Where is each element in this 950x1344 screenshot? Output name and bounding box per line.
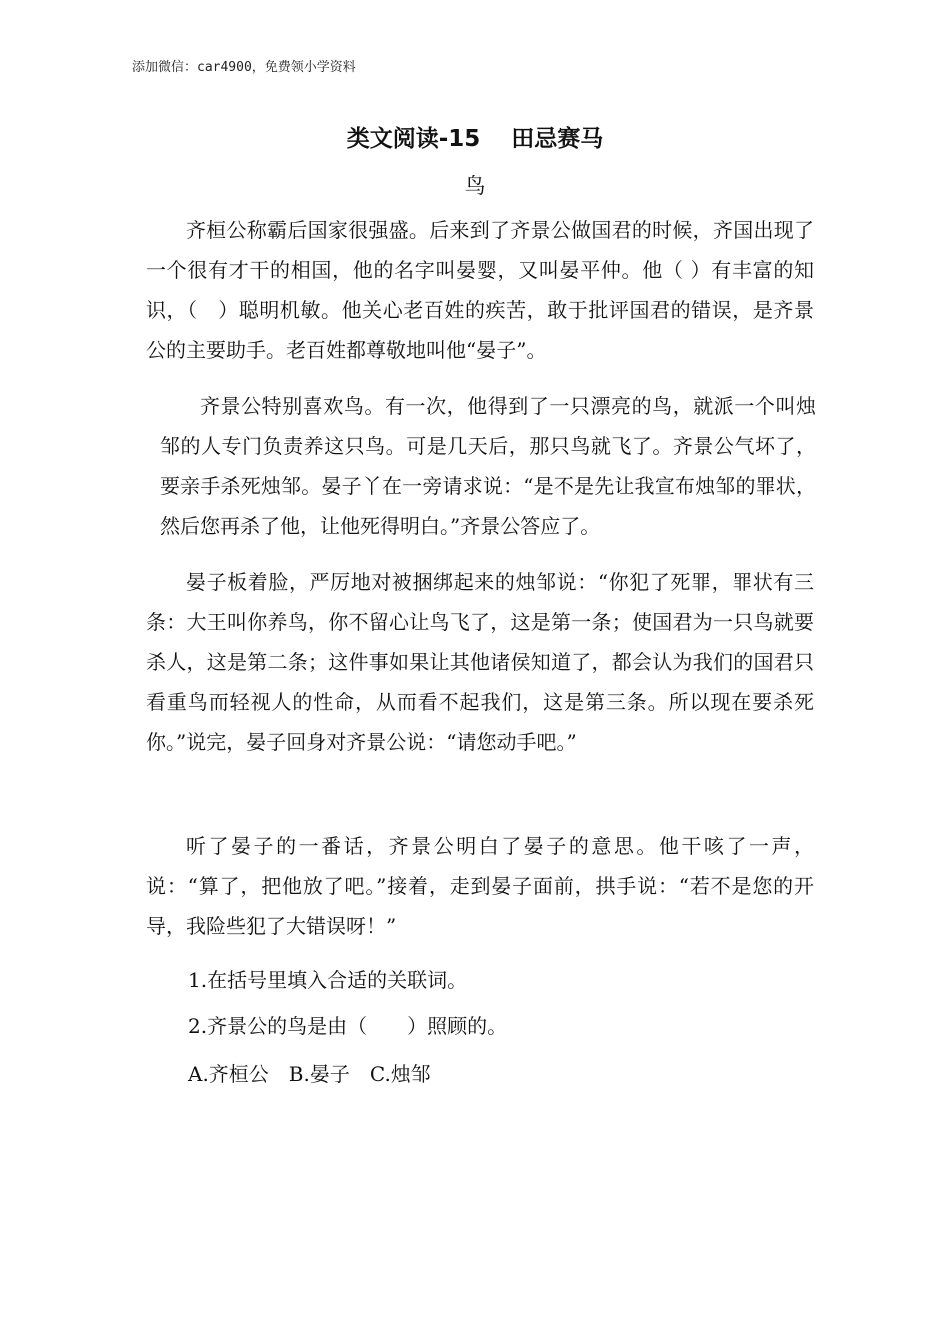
question-1: 1.在括号里填入合适的关联词。: [188, 968, 468, 992]
passage-paragraph-3: 晏子板着脸，严厉地对被捆绑起来的烛邹说：“你犯了死罪，罪状有三条：大王叫你养鸟，你不留心让鸟飞了，这是第一条；使国君为一只鸟就要杀人，这是第二条；这件事如果让其他诸侯知道了，都会认为我们的国君只看重鸟而轻视人的性命，从而看不起我们，这是第三条。所以现在要杀死你。”说完，晏子回身对齐景公说：“请您动手吧。”: [146, 570, 814, 754]
passage-paragraph-1: 齐桓公称霸后国家很强盛。后来到了齐景公做国君的时候，齐国出现了一个很有才干的相国，他的名字叫晏婴，又叫晏平仲。他（ ）有丰富的知识，（ ）聪明机敏。他关心老百姓的疾苦，敢于批评国君的错误，是齐景公的主要助手。老百姓都尊敬地叫他“晏子”。: [146, 218, 814, 362]
passage-title: 鸟: [464, 174, 486, 198]
page-title: 类文阅读-15 田忌赛马: [346, 126, 604, 152]
watermark-text: 添加微信：car4900，免费领小学资料: [132, 60, 356, 75]
question-2-options: A.齐桓公 B.晏子 C.烛邹: [188, 1062, 431, 1086]
question-2: 2.齐景公的鸟是由（ ）照顾的。: [188, 1014, 508, 1038]
passage-paragraph-4: 听了晏子的一番话，齐景公明白了晏子的意思。他干咳了一声，说：“算了，把他放了吧。”接着，走到晏子面前，拱手说：“若不是您的开导，我险些犯了大错误呀！”: [146, 834, 814, 938]
passage-paragraph-2: 齐景公特别喜欢鸟。有一次，他得到了一只漂亮的鸟，就派一个叫烛邹的人专门负责养这只鸟。可是几天后，那只鸟就飞了。齐景公气坏了，要亲手杀死烛邹。晏子丫在一旁请求说：“是不是先让我宣布烛邹的罪状，然后您再杀了他，让他死得明白。”齐景公答应了。: [160, 394, 816, 538]
